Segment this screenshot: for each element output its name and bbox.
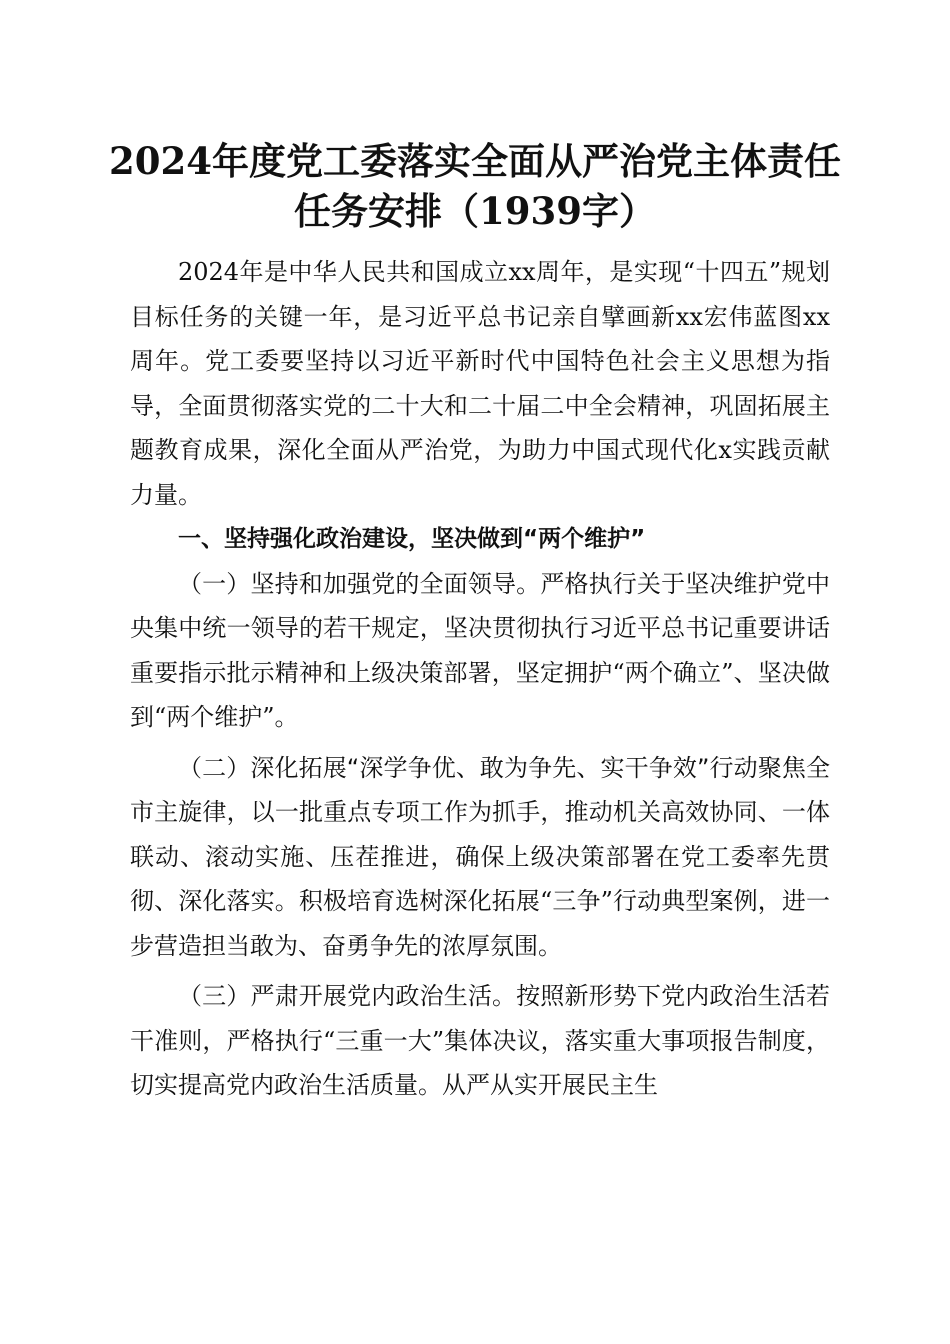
document-title-line-1: 2024年度党工委落实全面从严治党主体责任 [109, 139, 841, 183]
item-text-1: 严格执行关于坚决维护党中央集中统一领导的若干规定，坚决贯彻执行习近平总书记重要讲话重要指示批示精神和上级决策部署，坚定拥护“两个确立”、坚决做到“两个维护”。 [130, 569, 831, 731]
intro-paragraph: 2024年是中华人民共和国成立xx周年，是实现“十四五”规划目标任务的关键一年，是习近平总书记亲自擘画新xx宏伟蓝图xx周年。党工委要坚持以习近平新时代中国特色社会主义思想为指导，全面贯彻落实党的二十大和二十届二中全会精神，巩固拓展主题教育成果，深化全面从严治党，为助力中国式现代化x实践贡献力量。 [130, 258, 830, 509]
document-title-line-2: 任务安排（1939字） [294, 189, 656, 233]
item-paragraph-1 [130, 562, 830, 740]
document-body [130, 250, 830, 1108]
item-text-2: 聚焦全市主旋律，以一批重点专项工作为抓手，推动机关高效协同、一体联动、滚动实施、压茬推进，确保上级决策部署在党工委率先贯彻、深化落实。积极培育选树深化拓展“三争”行动典型案例，进一步营造担当敢为、奋勇争先的浓厚氛围。 [130, 753, 830, 960]
item-lead-2: （二）深化拓展“深学争优、敢为争先、实干争效”行动 [178, 753, 758, 782]
item-lead-3: （三）严肃开展党内政治生活。 [178, 982, 517, 1010]
section-heading-1: 一、坚持强化政治建设，坚决做到“两个维护” [178, 526, 646, 552]
item-paragraph-3 [130, 974, 830, 1108]
item-lead-1: （一）坚持和加强党的全面领导。 [178, 569, 541, 598]
item-paragraph-2 [130, 746, 830, 969]
item-text-3: 按照新形势下党内政治生活若干准则，严格执行“三重一大”集体决议，落实重大事项报告制度，切实提高党内政治生活质量。从严从实开展民主生 [130, 982, 831, 1099]
